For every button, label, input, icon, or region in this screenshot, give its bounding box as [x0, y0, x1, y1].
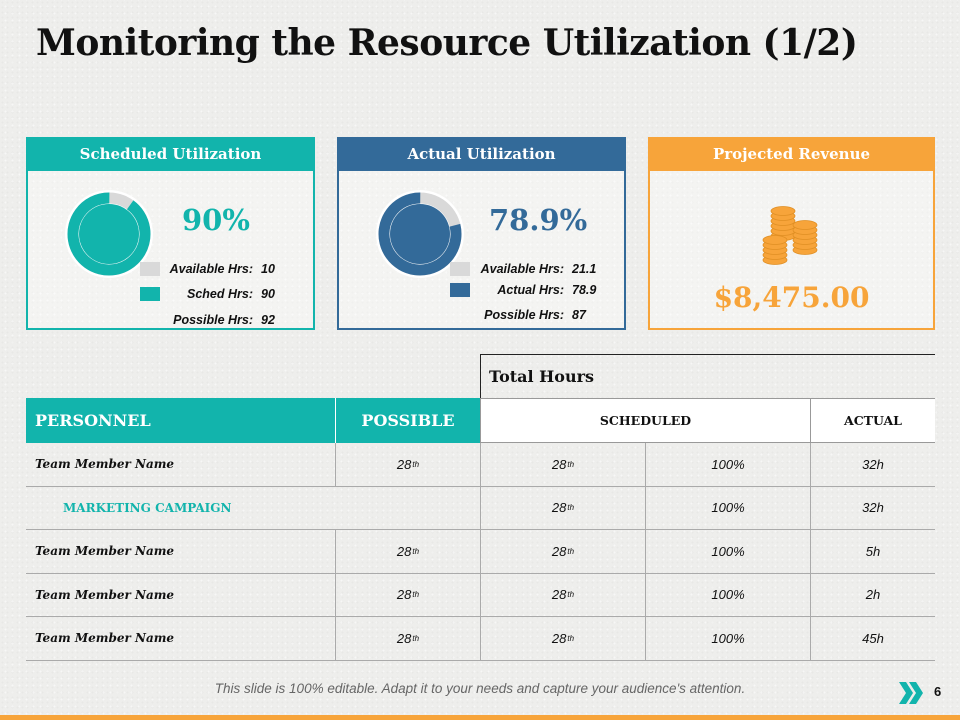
personnel-cell-text: Team Member Name [35, 631, 175, 646]
table-row [26, 530, 935, 574]
scheduled-percent-cell-text: 100% [711, 587, 745, 603]
column-header-possible [335, 398, 480, 443]
actual-legend-value: 78.9 [572, 283, 597, 297]
scheduled-cell [480, 443, 645, 486]
scheduled-legend-value: 92 [261, 313, 275, 327]
actual-legend-swatch [450, 262, 470, 276]
scheduled-legend-swatch [140, 262, 160, 276]
personnel-cell [26, 530, 335, 573]
column-header-scheduled-label: SCHEDULED [599, 413, 692, 428]
footer-note: This slide is 100% editable. Adapt it to your needs and capture your audience's attention. [214, 681, 746, 696]
total-hours-header: Total Hours [480, 354, 935, 398]
scheduled-percent-cell [645, 487, 810, 530]
personnel-cell [26, 443, 335, 486]
possible-cell-text: 28 [396, 630, 412, 646]
actual-legend-value: 21.1 [572, 262, 597, 276]
projected-revenue-amount: $8,475.00 [713, 281, 870, 314]
scheduled-legend-label: Possible Hrs: [173, 313, 253, 327]
scheduled-percent-cell-text: 100% [711, 500, 745, 516]
scheduled-percent-cell-text: 100% [711, 630, 745, 646]
scheduled-utilization-header: Scheduled Utilization [27, 138, 314, 170]
scheduled-legend-label: Sched Hrs: [187, 287, 253, 301]
coins-icon [761, 203, 821, 267]
page-title: Monitoring the Resource Utilization (1/2) [36, 22, 858, 64]
personnel-cell [26, 574, 335, 617]
possible-cell-suffix: th [412, 459, 420, 469]
actual-legend-label: Actual Hrs: [497, 283, 564, 297]
actual-cell-text: 2h [865, 587, 881, 603]
scheduled-percent-cell [645, 530, 810, 573]
possible-cell [335, 530, 480, 573]
scheduled-cell-text: 28 [551, 500, 567, 516]
actual-cell-text: 5h [865, 543, 881, 559]
scheduled-utilization-percent: 90% [182, 203, 250, 237]
actual-cell-text: 32h [862, 500, 884, 516]
actual-legend-value: 87 [572, 308, 586, 322]
double-chevron-right-icon [897, 680, 925, 706]
scheduled-legend-item [140, 311, 275, 329]
actual-legend-item [450, 281, 596, 299]
scheduled-cell-suffix: th [567, 459, 575, 469]
scheduled-cell [480, 487, 645, 530]
actual-legend-swatch [450, 283, 470, 297]
table-row [26, 487, 935, 531]
scheduled-legend-swatch [140, 313, 160, 327]
actual-cell [810, 574, 935, 617]
scheduled-percent-cell-text: 100% [711, 456, 745, 472]
actual-cell [810, 443, 935, 486]
possible-cell-text: 28 [396, 587, 412, 603]
possible-cell [335, 574, 480, 617]
possible-cell [335, 443, 480, 486]
scheduled-legend-swatch [140, 287, 160, 301]
actual-cell [810, 530, 935, 573]
scheduled-donut-center [79, 204, 139, 264]
column-header-personnel [26, 398, 335, 443]
scheduled-cell-text: 28 [551, 630, 567, 646]
actual-utilization-percent: 78.9% [489, 203, 588, 237]
campaign-name-cell [26, 487, 480, 530]
scheduled-utilization-card [26, 137, 315, 330]
table-row [26, 574, 935, 618]
possible-cell-text: 28 [396, 456, 412, 472]
column-header-personnel-label: PERSONNEL [35, 411, 151, 430]
scheduled-cell-suffix: th [567, 546, 575, 556]
actual-cell [810, 617, 935, 660]
scheduled-legend-value: 90 [261, 287, 275, 301]
campaign-name-cell-text: MARKETING CAMPAIGN [63, 500, 232, 515]
actual-legend-item [450, 306, 586, 324]
actual-legend-item [450, 260, 596, 278]
column-header-actual [810, 398, 935, 443]
actual-cell-text: 32h [862, 456, 884, 472]
actual-legend-swatch [450, 308, 470, 322]
table-row [26, 617, 935, 661]
scheduled-cell-text: 28 [551, 456, 567, 472]
projected-revenue-header: Projected Revenue [649, 138, 934, 170]
possible-cell-text: 28 [396, 543, 412, 559]
personnel-cell-text: Team Member Name [35, 587, 175, 602]
actual-cell-text: 45h [862, 630, 884, 646]
scheduled-cell-text: 28 [551, 587, 567, 603]
scheduled-cell [480, 530, 645, 573]
possible-cell-suffix: th [412, 633, 420, 643]
table-row [26, 443, 935, 487]
actual-utilization-card [337, 137, 626, 330]
personnel-cell-text: Team Member Name [35, 544, 175, 559]
actual-legend-label: Available Hrs: [480, 262, 564, 276]
page-number: 6 [934, 684, 942, 699]
personnel-cell [26, 617, 335, 660]
projected-revenue-card [648, 137, 935, 330]
possible-cell-suffix: th [412, 546, 420, 556]
scheduled-legend-item [140, 260, 275, 278]
scheduled-cell-suffix: th [567, 633, 575, 643]
actual-donut-center [390, 204, 450, 264]
actual-legend-label: Possible Hrs: [484, 308, 564, 322]
scheduled-cell-text: 28 [551, 543, 567, 559]
scheduled-cell-suffix: th [567, 590, 575, 600]
actual-cell [810, 487, 935, 530]
actual-utilization-header: Actual Utilization [338, 138, 625, 170]
scheduled-percent-cell-text: 100% [711, 543, 745, 559]
column-header-scheduled [480, 398, 810, 443]
scheduled-cell [480, 617, 645, 660]
scheduled-cell-suffix: th [567, 503, 575, 513]
scheduled-legend-item [140, 285, 275, 303]
scheduled-percent-cell [645, 443, 810, 486]
scheduled-legend-label: Available Hrs: [169, 262, 253, 276]
scheduled-cell [480, 574, 645, 617]
possible-cell-suffix: th [412, 590, 420, 600]
scheduled-legend-value: 10 [261, 262, 275, 276]
possible-cell [335, 617, 480, 660]
scheduled-percent-cell [645, 617, 810, 660]
personnel-cell-text: Team Member Name [35, 457, 175, 472]
column-header-possible-label: POSSIBLE [361, 411, 455, 430]
column-header-actual-label: ACTUAL [844, 413, 902, 428]
bottom-accent-bar [0, 715, 960, 720]
scheduled-percent-cell [645, 574, 810, 617]
